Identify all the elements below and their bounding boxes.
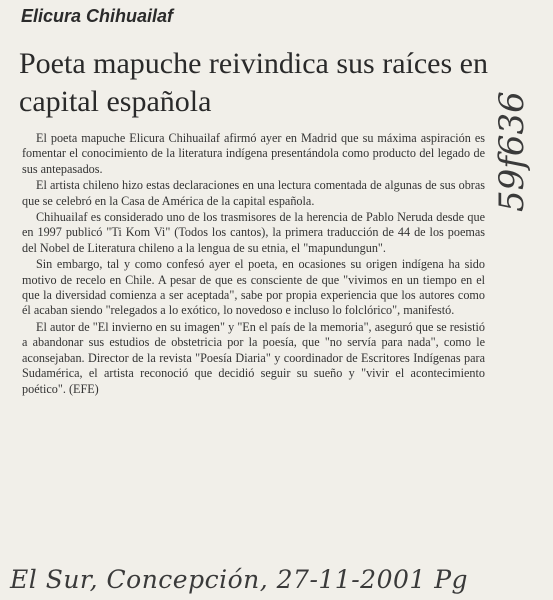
- handwritten-source-note: El Sur, Concepción, 27-11-2001 Pg: [10, 565, 469, 594]
- handwritten-archive-code: 59f636: [492, 91, 532, 212]
- article-headline: Poeta mapuche reivindica sus raíces en capital española: [19, 47, 488, 118]
- article-kicker: Elicura Chihuailaf: [21, 6, 174, 26]
- article-body: [22, 131, 485, 398]
- article-paragraph: El autor de "El invierno en su imagen" y "En el país de la memoria", aseguró que se resistió a abandonar sus estudios de obstetricia por la poesía, que "no servía para nada", como le aconsejaban. Director de la revista "Poesía Diaria" y coordinador de Escritores Indígenas para Sudamérica, el artista reconoció que decidió seguir su sueño y "vivir el acontecimiento poético". (EFE): [22, 319, 485, 396]
- article-paragraph: Sin embargo, tal y como confesó ayer el poeta, en ocasiones su origen indígena ha sido motivo de recelo en Chile. A pesar de que es consciente de que "vivimos en un tiempo en el que la diversidad comienza a ser aceptada", sabe por propia experiencia que los autores como él acaban siendo "relegados a lo exótico, lo novedoso e incluso lo folclórico", manifestó.: [22, 257, 485, 318]
- article-paragraph: El artista chileno hizo estas declaraciones en una lectura comentada de algunas de sus obras que se celebró en la Casa de América de la capital española.: [22, 178, 485, 208]
- article-paragraph: Chihuailaf es considerado uno de los trasmisores de la herencia de Pablo Neruda desde que en 1997 publicó "Ti Kom Vi" (Todos los cantos), la primera traducción de 44 de los poemas del Nobel de Literatura chileno a la lengua de su etnia, el "mapundungun".: [22, 210, 485, 255]
- article-paragraph: El poeta mapuche Elicura Chihuailaf afirmó ayer en Madrid que su máxima aspiración es fomentar el conocimiento de la literatura indígena presentándola como producto del legado de sus antepasados.: [22, 131, 485, 176]
